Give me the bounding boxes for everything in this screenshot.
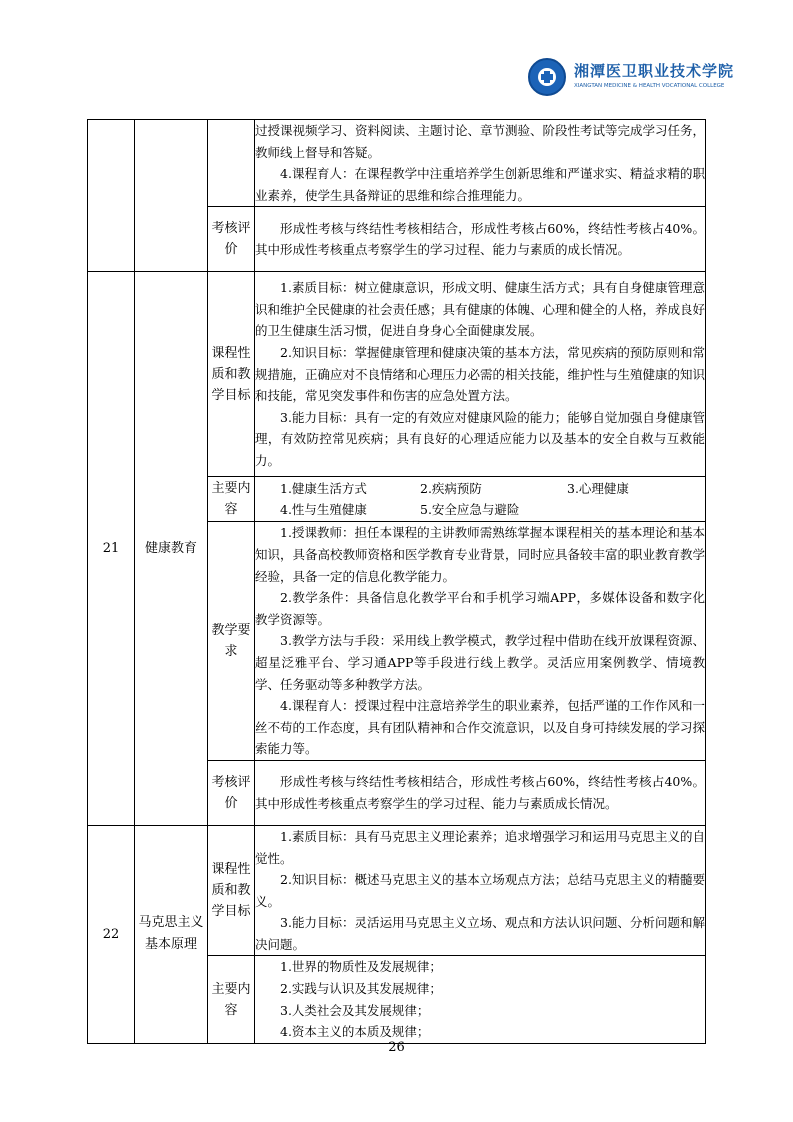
list-item: 1.素质目标：具有马克思主义理论素养；追求增强学习和运用马克思主义的自觉性。 bbox=[255, 828, 705, 866]
assessment-text: 形成性考核与终结性考核相结合，形成性考核占60%，终结性考核占40%。其中形成性考核重点考察学生的学习过程、能力与素质成长情况。 bbox=[255, 760, 706, 825]
list-item: 5.安全应急与避险 bbox=[420, 502, 520, 518]
list-item: 1.素质目标：树立健康意识，形成文明、健康生活方式；具有自身健康管理意识和维护全民健康的社会责任感；具有健康的体魄、心理和健全的人格，养成良好的卫生健康生活习惯，促进自身身心全面健康发展。 bbox=[255, 280, 706, 339]
main-content bbox=[255, 477, 706, 522]
list-item: 4.课程育人：授课过程中注意培养学生的职业素养，包括严谨的工作作风和一丝不苟的工作态度，具有团队精神和合作交流意识，以及自身可持续发展的学习探索能力等。 bbox=[255, 698, 706, 757]
course-goals bbox=[255, 272, 706, 477]
list-item: 1.授课教师：担任本课程的主讲教师需熟练掌握本课程相关的基本理论和基本知识，具备高校教师资格和医学教育专业背景，同时应具备较丰富的职业教育教学经验，具备一定的信息化教学能力。 bbox=[255, 525, 706, 584]
assessment-label: 考核评价 bbox=[208, 207, 255, 272]
teaching-requirements bbox=[255, 522, 706, 761]
category-cell bbox=[208, 120, 255, 207]
list-item: 2.知识目标：概述马克思主义的基本立场观点方法；总结马克思主义的精髓要义。 bbox=[255, 872, 705, 909]
list-item: 1.世界的物质性及发展规律； bbox=[280, 959, 442, 975]
content-label: 主要内容 bbox=[208, 956, 255, 1043]
course-name: 马克思主义基本原理 bbox=[135, 825, 208, 1043]
table-row bbox=[88, 825, 706, 956]
list-item: 2.实践与认识及其发展规律； bbox=[280, 981, 442, 997]
list-item: 2.教学条件：具备信息化教学平台和手机学习端APP，多媒体设备和数字化教学资源等。 bbox=[255, 590, 705, 627]
school-logo bbox=[528, 58, 743, 96]
list-item: 3.人类社会及其发展规律； bbox=[280, 1002, 430, 1018]
page-number: 26 bbox=[388, 1040, 405, 1055]
school-name-en: XIANGTAN MEDICINE & HEALTH VOCATIONAL COLLEGE bbox=[574, 83, 725, 89]
list-item: 3.心理健康 bbox=[567, 480, 629, 496]
list-item: 过授课视频学习、资料阅读、主题讨论、章节测验、阶段性考试等完成学习任务，教师线上督导和答疑。 bbox=[255, 123, 706, 160]
list-item: 2.知识目标：掌握健康管理和健康决策的基本方法，常见疾病的预防原则和常规措施，正确应对不良情绪和心理压力必需的相关技能，维护性与生殖健康的知识和技能，常见突发事件和伤害的应急处置方法。 bbox=[255, 344, 706, 404]
content-label: 主要内容 bbox=[208, 477, 255, 522]
course-table bbox=[87, 119, 706, 1044]
list-item: 1.健康生活方式 bbox=[280, 480, 367, 496]
table-row bbox=[88, 120, 706, 207]
assessment-text: 形成性考核与终结性考核相结合，形成性考核占60%，终结性考核占40%。其中形成性考核重点考察学生的学习过程、能力与素质的成长情况。 bbox=[255, 207, 706, 272]
goal-label: 课程性质和教学目标 bbox=[208, 272, 255, 477]
teaching-requirements-cont bbox=[255, 120, 706, 207]
course-name: 健康教育 bbox=[135, 272, 208, 826]
requirements-label: 教学要求 bbox=[208, 522, 255, 761]
course-number: 21 bbox=[88, 272, 135, 826]
school-emblem-icon bbox=[528, 58, 566, 96]
list-item: 3.能力目标：灵活运用马克思主义立场、观点和方法认识问题、分析问题和解决问题。 bbox=[255, 915, 705, 952]
course-goals bbox=[255, 825, 706, 956]
list-item: 3.能力目标：具有一定的有效应对健康风险的能力；能够自觉加强自身健康管理，有效防控常见疾病；具有良好的心理适应能力以及基本的安全自救与互救能力。 bbox=[255, 409, 705, 468]
course-name-cell bbox=[135, 120, 208, 272]
list-item: 4.资本主义的本质及规律； bbox=[280, 1024, 430, 1040]
assessment-label: 考核评价 bbox=[208, 760, 255, 825]
list-item: 2.疾病预防 bbox=[420, 480, 482, 496]
list-item: 4.性与生殖健康 bbox=[280, 502, 367, 518]
school-name-cn: 湘潭医卫职业技术学院 bbox=[574, 62, 735, 80]
list-item: 3.教学方法与手段：采用线上教学模式，教学过程中借助在线开放课程资源、超星泛雅平台、学习通APP等手段进行线上教学。灵活应用案例教学、情境教学、任务驱动等多种教学方法。 bbox=[255, 633, 705, 692]
goal-label: 课程性质和教学目标 bbox=[208, 825, 255, 956]
course-number: 22 bbox=[88, 825, 135, 1043]
main-content bbox=[255, 956, 706, 1043]
course-number-cell bbox=[88, 120, 135, 272]
table-row bbox=[88, 272, 706, 477]
list-item: 4.课程育人：在课程教学中注重培养学生创新思维和严谨求实、精益求精的职业素养，使学生具备辩证的思维和综合推理能力。 bbox=[255, 166, 705, 203]
